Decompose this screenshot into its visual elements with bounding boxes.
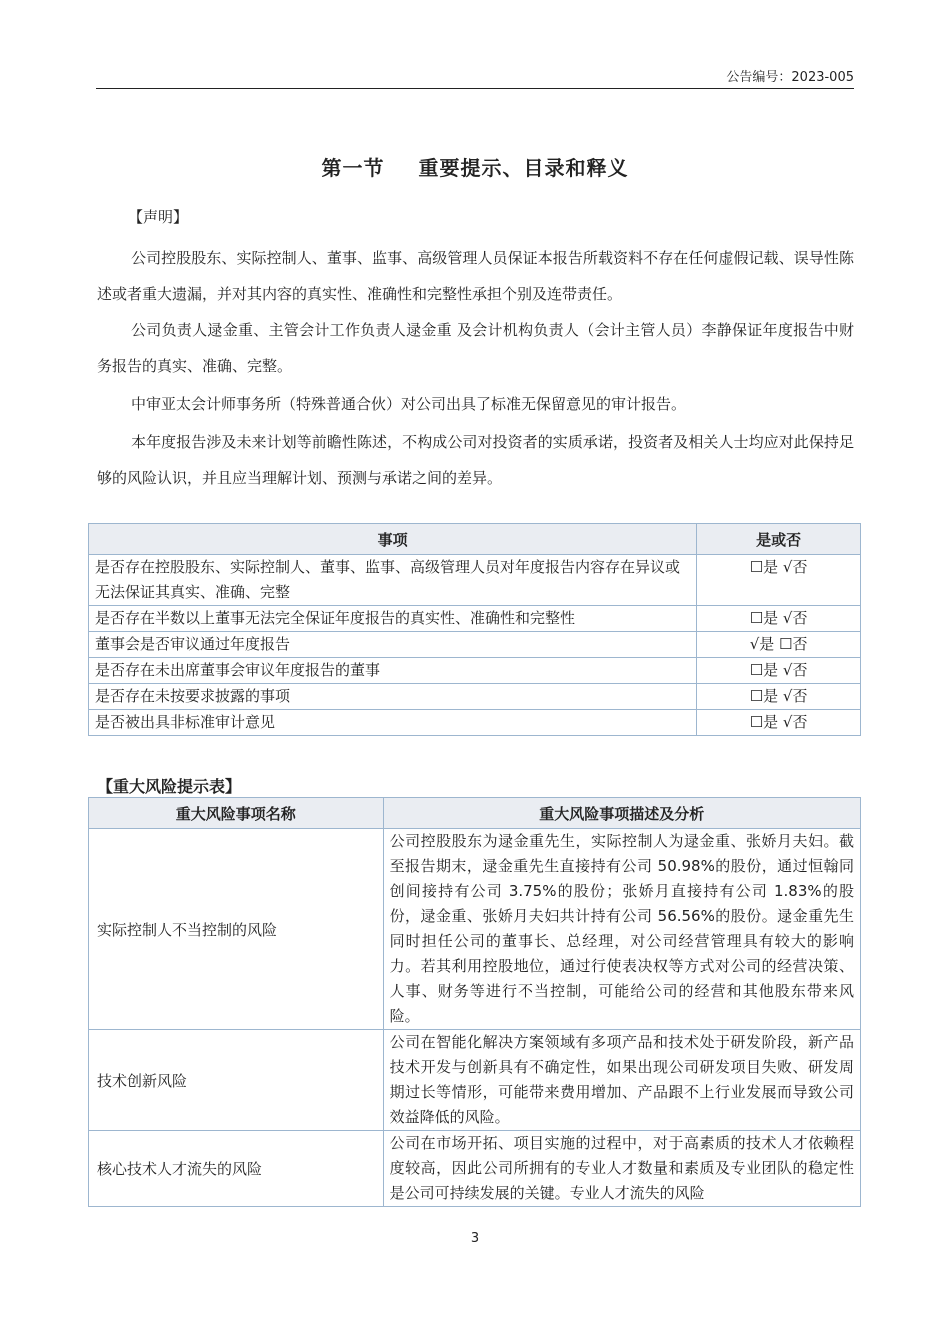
matter-answer: ☐是 √否 bbox=[697, 658, 861, 684]
header-divider bbox=[96, 88, 854, 89]
table-row bbox=[89, 555, 861, 606]
table-row bbox=[89, 632, 861, 658]
matter-answer: ☐是 √否 bbox=[697, 710, 861, 736]
risk-name: 技术创新风险 bbox=[89, 1030, 384, 1131]
statement-label: 【声明】 bbox=[128, 208, 189, 226]
matters-table-header bbox=[89, 524, 861, 555]
risk-table bbox=[88, 797, 861, 1207]
risk-name: 实际控制人不当控制的风险 bbox=[89, 829, 384, 1030]
risk-table-title: 【重大风险提示表】 bbox=[97, 777, 242, 796]
risk-description: 公司在市场开拓、项目实施的过程中，对于高素质的技术人才依赖程度较高，因此公司所拥有的专业人才数量和素质及专业团队的稳定性是公司可持续发展的关键。专业人才流失的风险 bbox=[383, 1131, 860, 1207]
matter-item: 是否存在未出席董事会审议年度报告的董事 bbox=[89, 658, 697, 684]
matter-item: 是否被出具非标准审计意见 bbox=[89, 710, 697, 736]
matter-answer: ☐是 √否 bbox=[697, 684, 861, 710]
matter-answer: ☐是 √否 bbox=[697, 606, 861, 632]
paragraph-guarantee: 公司控股股东、实际控制人、董事、监事、高级管理人员保证本报告所载资料不存在任何虚假记载、误导性陈述或者重大遗漏，并对其内容的真实性、准确性和完整性承担个别及连带责任。 bbox=[97, 249, 854, 303]
matters-table bbox=[88, 523, 861, 736]
matter-item: 是否存在控股股东、实际控制人、董事、监事、高级管理人员对年度报告内容存在异议或无法保证其真实、准确、完整 bbox=[89, 555, 697, 606]
table-row bbox=[89, 606, 861, 632]
matter-item: 是否存在半数以上董事无法完全保证年度报告的真实性、准确性和完整性 bbox=[89, 606, 697, 632]
table-row bbox=[89, 1131, 861, 1207]
header-item: 事项 bbox=[89, 524, 697, 555]
paragraph-auditor: 中审亚太会计师事务所（特殊普通合伙）对公司出具了标准无保留意见的审计报告。 bbox=[131, 395, 687, 413]
paragraph-responsible-persons: 公司负责人逯金重、主管会计工作负责人逯金重 及会计机构负责人（会计主管人员）李静保证年度报告中财务报告的真实、准确、完整。 bbox=[97, 321, 854, 375]
risk-description: 公司控股股东为逯金重先生，实际控制人为逯金重、张娇月夫妇。截至报告期末，逯金重先生直接持有公司 50.98%的股份，通过恒翰同创间接持有公司 3.75%的股份；张娇月直接持有公司 1.83%的股份，逯金重、张娇月夫妇共计持有公司 56.56%的股份。逯金重先生同时担任公司的董事长、总经理，对公司经营管理具有较大的影响力。若其利用控股地位，通过行使表决权等方式对公司的经营决策、人事、财务等进行不当控制，可能给公司的经营和其他股东带来风险。 bbox=[383, 829, 860, 1030]
table-row bbox=[89, 829, 861, 1030]
table-row bbox=[89, 658, 861, 684]
risk-table-header bbox=[89, 798, 861, 829]
header-risk-name: 重大风险事项名称 bbox=[89, 798, 384, 829]
page-number: 3 bbox=[470, 1231, 480, 1246]
matter-answer: √是 ☐否 bbox=[697, 632, 861, 658]
risk-description: 公司在智能化解决方案领域有多项产品和技术处于研发阶段，新产品技术开发与创新具有不确定性，如果出现公司研发项目失败、研发周期过长等情形，可能带来费用增加、产品跟不上行业发展而导致公司效益降低的风险。 bbox=[383, 1030, 860, 1131]
table-row bbox=[89, 684, 861, 710]
matter-answer: ☐是 √否 bbox=[697, 555, 861, 606]
header-yes-no: 是或否 bbox=[697, 524, 861, 555]
matter-item: 董事会是否审议通过年度报告 bbox=[89, 632, 697, 658]
risk-name: 核心技术人才流失的风险 bbox=[89, 1131, 384, 1207]
section-title bbox=[0, 152, 950, 181]
table-row bbox=[89, 1030, 861, 1131]
matter-item: 是否存在未按要求披露的事项 bbox=[89, 684, 697, 710]
section-heading: 重要提示、目录和释义 bbox=[418, 156, 629, 180]
header-risk-desc: 重大风险事项描述及分析 bbox=[383, 798, 860, 829]
paragraph-forward-looking: 本年度报告涉及未来计划等前瞻性陈述，不构成公司对投资者的实质承诺，投资者及相关人士均应对此保持足够的风险认识，并且应当理解计划、预测与承诺之间的差异。 bbox=[97, 433, 854, 487]
table-row bbox=[89, 710, 861, 736]
announcement-number: 公告编号：2023-005 bbox=[726, 70, 854, 85]
section-prefix: 第一节 bbox=[321, 156, 385, 180]
